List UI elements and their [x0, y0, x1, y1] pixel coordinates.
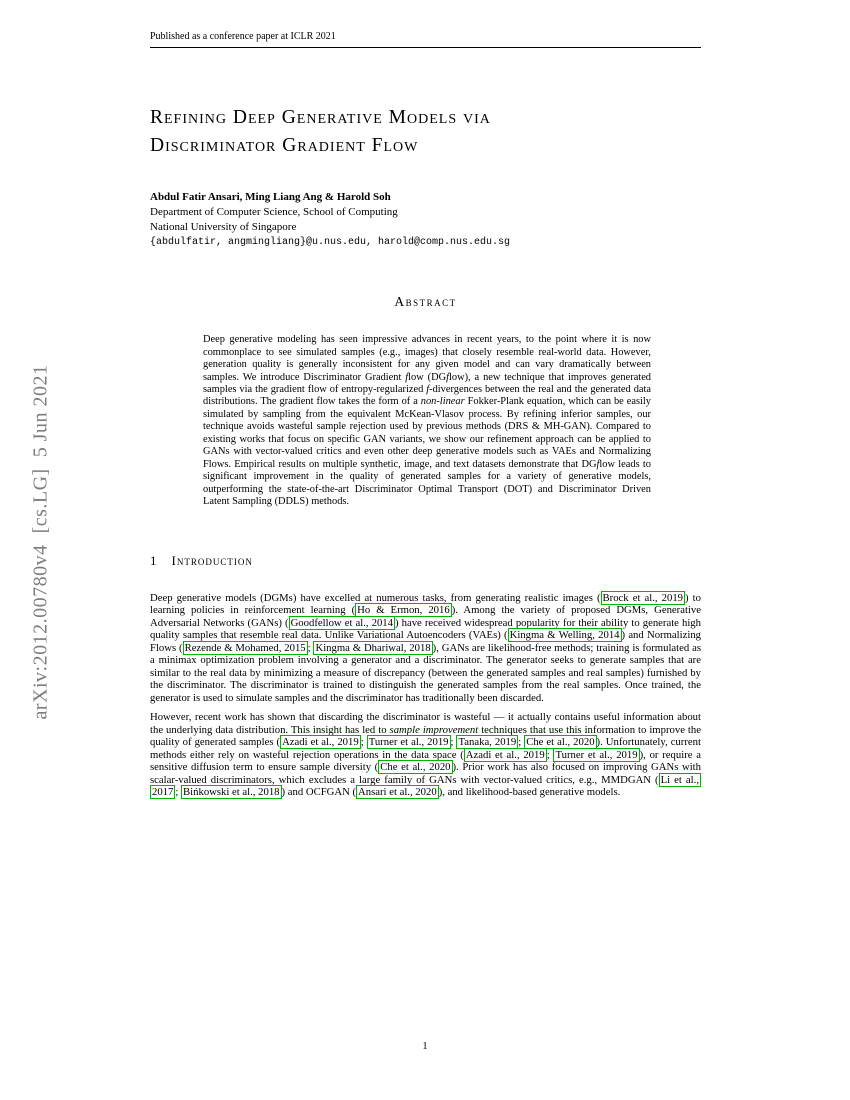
citation-link[interactable]: Goodfellow et al., 2014	[290, 616, 393, 629]
author-names: Abdul Fatir Ansari, Ming Liang Ang & Harold Soh	[150, 191, 391, 203]
page-number: 1	[422, 1041, 428, 1052]
emphasis-text: f	[405, 371, 409, 383]
arxiv-watermark: arXiv:2012.00780v4 [cs.LG] 5 Jun 2021	[29, 364, 52, 720]
text-run: ), and likelihood-based generative models.	[438, 786, 621, 799]
paper-title	[150, 104, 701, 160]
emphasis-text: f	[596, 458, 600, 470]
text-run: ;	[546, 748, 554, 761]
citation-link[interactable]: Ho & Ermon, 2016	[357, 604, 450, 617]
affiliation-line-2: National University of Singapore	[150, 220, 297, 233]
text-run: ). Unfortunately, current methods either rely on wasteful rejection operations in the data space (	[150, 736, 701, 761]
text-run: low leads to significant improvement in the quality of generated samples for a variety of generative models, outperforming the state-of-the-art Discriminator Optimal Transport (DOT) and Discriminator Driven Latent Sampling (DDLS) methods.	[203, 458, 651, 508]
emphasis-text: non-linear	[420, 396, 465, 408]
text-run: ) have received widespread popularity for their ability to generate high quality samples that resemble real data. Unlike Variational Autoencoders (VAEs) (	[150, 616, 701, 642]
text-run: ;	[518, 736, 525, 749]
text-run: ;	[450, 736, 457, 749]
abstract-text	[203, 334, 651, 508]
citation-link[interactable]: Li et al., 2017	[152, 773, 699, 799]
citation-link[interactable]: Kingma & Dhariwal, 2018	[315, 641, 431, 654]
text-run: ). Among the variety of proposed DGMs, Generative Adversarial Networks (GANs) (	[150, 604, 701, 629]
text-run: ;	[307, 641, 314, 654]
citation-link[interactable]: Brock et al., 2019	[602, 591, 684, 604]
citation-link[interactable]: Kingma & Welling, 2014	[509, 629, 620, 642]
text-run: ) and OCFGAN (	[281, 786, 357, 799]
citation-link[interactable]: Azadi et al., 2019	[282, 736, 359, 749]
text-run: ;	[360, 736, 367, 749]
text-run: ) and Normalizing Flows (	[150, 629, 702, 654]
citation-link[interactable]: Ansari et al., 2020	[358, 786, 437, 799]
text-run: Fokker-Plank equation, which can be easily simulated by sampling from the equivalent McKean-Vlasov process. By refining inferior samples, our technique avoids wasteful sample rejection used by previous methods (DRS & MH-GAN). Compared to existing works that focus on specific GAN variants, we show our refinement approach can be applied to GANs with vector-valued critics and even other deep generative models such as VAEs and Normalizing Flows. Empirical results on multiple synthetic, image, and text datasets demonstrate that DG	[203, 396, 651, 470]
citation-link[interactable]: Turner et al., 2019	[368, 736, 449, 749]
citation-link[interactable]: Bińkowski et al., 2018	[183, 786, 280, 799]
running-header: Published as a conference paper at ICLR 2021	[150, 31, 336, 42]
text-run: Deep generative models (DGMs) have excelled at numerous tasks, from generating realistic images (	[150, 591, 601, 604]
text-run: -divergences between the real and the generated data distributions. The gradient flow takes the form of a	[203, 384, 651, 408]
section-title: Introduction	[171, 552, 253, 568]
abstract-heading: Abstract	[394, 294, 457, 310]
header-rule	[150, 47, 701, 48]
emphasis-text: sample improvement	[389, 723, 479, 736]
intro-paragraph-1	[150, 592, 701, 705]
text-run: ) to learning policies in reinforcement learning (	[150, 591, 701, 617]
citation-link[interactable]: Rezende & Mohamed, 2015	[184, 641, 306, 654]
text-run: However, recent work has shown that discarding the discriminator is wasteful — it actually contains useful information about the underlying data distribution. This insight has led to	[150, 711, 701, 736]
text-run: ), or require a sensitive diffusion term to ensure sample diversity (	[150, 748, 701, 774]
author-block	[150, 190, 701, 250]
text-run: ), GANs are likelihood-free methods; training is formulated as a minimax optimization problem involving a generator and a discriminator. The generator seeks to generate samples that are similar to the real data by minimizing a measure of discrepancy (between the generated samples and real samples) furnished by the discriminator. The discriminator is trained to distinguish the generated samples from the real samples. Once trained, the generator is used to simulate samples and the discriminator has traditionally been discarded.	[150, 641, 701, 704]
citation-link[interactable]: Turner et al., 2019	[555, 748, 638, 761]
citation-link[interactable]: Azadi et al., 2019	[465, 748, 545, 761]
citation-link[interactable]: Che et al., 2020	[380, 761, 451, 774]
citation-link[interactable]: Che et al., 2020	[526, 736, 595, 749]
text-run: Deep generative modeling has seen impressive advances in recent years, to the point where it is now commonplace to see simulated samples (e.g., images) that closely resemble real-world data. However, generation quality is generally inconsistent for any given model and can vary dramatically between samples. We introduce Discriminator Gradient	[203, 334, 651, 383]
text-run: ;	[175, 786, 182, 799]
page-content	[150, 0, 701, 799]
section-heading-introduction	[150, 553, 701, 569]
title-line-1: Refining Deep Generative Models via	[150, 107, 491, 128]
text-run: low), a new technique that improves generated samples via the gradient flow of entropy-regularized	[203, 371, 651, 395]
section-number: 1	[150, 552, 157, 568]
title-line-2: Discriminator Gradient Flow	[150, 135, 419, 156]
text-run: techniques that use this information to improve the quality of generated samples (	[150, 723, 701, 749]
emphasis-text: f	[426, 384, 430, 395]
text-run: low (DG	[408, 371, 447, 383]
author-emails: {abdulfatir, angmingliang}@u.nus.edu, harold@comp.nus.edu.sg	[150, 236, 511, 248]
emphasis-text: f	[446, 371, 450, 383]
affiliation-line-1: Department of Computer Science, School of Computing	[150, 206, 398, 219]
text-run: ). Prior work has also focused on improving GANs with scalar-valued discriminators, which excludes a large family of GANs with vector-valued critics, e.g., MMDGAN (	[150, 761, 701, 786]
citation-link[interactable]: Tanaka, 2019	[458, 736, 517, 749]
intro-paragraph-2	[150, 711, 701, 799]
